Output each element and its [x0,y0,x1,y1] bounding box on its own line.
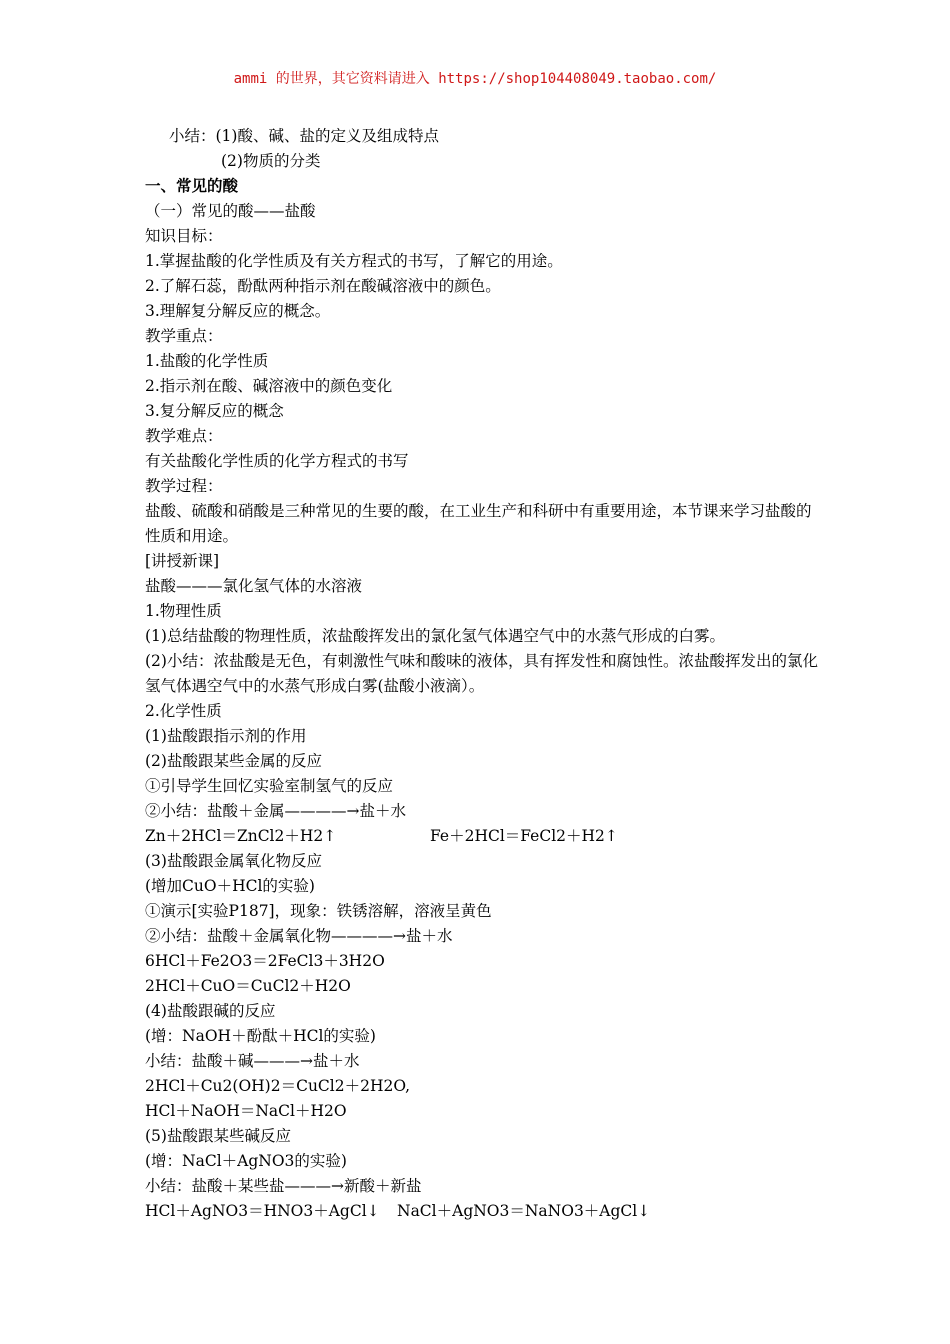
new-lesson-tag: [讲授新课] [145,552,220,570]
knowledge-goals-label: 知识目标： [145,227,223,245]
equation: 2HCl＋Cu2(OH)2＝CuCl2＋2H2O, [145,1077,411,1095]
equation: HCl＋AgNO3＝HNO3＋AgCl↓ [145,1202,380,1220]
chem-item: (5)盐酸跟某些碱反应 [145,1127,291,1145]
intro-paragraph: 盐酸、硫酸和硝酸是三种常见的生要的酸，在工业生产和科研中有重要用途，本节课来学习盐酸的性质和用途。 [145,502,812,545]
equation: Fe＋2HCl＝FeCl2＋H2↑ [430,827,618,845]
equation: 2HCl＋CuO＝CuCl2＋H2O [145,977,351,995]
equation-row-salt [145,1199,825,1224]
physical-properties-heading: 1.物理性质 [145,602,222,620]
chem-summary: 小结：盐酸＋某些盐———→新酸＋新盐 [145,1177,422,1195]
chem-item: (2)盐酸跟某些金属的反应 [145,752,322,770]
physical-property-summary: (2)小结：浓盐酸是无色，有刺激性气味和酸味的液体，具有挥发性和腐蚀性。浓盐酸挥发出的氯化氢气体遇空气中的水蒸气形成白雾(盐酸小液滴）。 [145,652,818,695]
chem-note: (增：NaCl＋AgNO3的实验) [145,1152,347,1170]
chem-note: (增：NaOH＋酚酞＋HCl的实验) [145,1027,376,1045]
equation: NaCl＋AgNO3＝NaNO3＋AgCl↓ [397,1202,651,1220]
key-point-item: 1.盐酸的化学性质 [145,352,269,370]
goal-item: 1.掌握盐酸的化学性质及有关方程式的书写，了解它的用途。 [145,252,563,270]
chem-subitem: ①引导学生回忆实验室制氢气的反应 [145,777,394,795]
chemical-properties-heading: 2.化学性质 [145,702,222,720]
chem-subitem: ①演示[实验P187]，现象：铁锈溶解，溶液呈黄色 [145,902,492,920]
chem-note: (增加CuO＋HCl的实验) [145,877,315,895]
page-header: ammi 的世界，其它资料请进入 https://shop104408049.taobao.com/ [233,71,717,87]
chem-summary: 小结：盐酸＋碱———→盐＋水 [145,1052,360,1070]
process-label: 教学过程： [145,477,223,495]
chem-item: (1)盐酸跟指示剂的作用 [145,727,307,745]
section-heading: 一、常见的酸 [145,177,239,195]
chem-summary: ②小结：盐酸＋金属————→盐＋水 [145,802,406,820]
equation: HCl＋NaOH＝NaCl＋H2O [145,1102,347,1120]
goal-item: 3.理解复分解反应的概念。 [145,302,331,320]
document-body [145,124,825,1224]
subsection-heading: （一）常见的酸——盐酸 [145,202,316,220]
equation-row-metal [145,824,825,849]
key-points-label: 教学重点： [145,327,223,345]
summary-line-1: 小结：(1)酸、碱、盐的定义及组成特点 [169,127,439,145]
difficulty-item: 有关盐酸化学性质的化学方程式的书写 [145,452,409,470]
key-point-item: 3.复分解反应的概念 [145,402,284,420]
hcl-definition: 盐酸———氯化氢气体的水溶液 [145,577,363,595]
equation: Zn＋2HCl＝ZnCl2＋H2↑ [145,827,337,845]
equation: 6HCl＋Fe2O3＝2FeCl3＋3H2O [145,952,385,970]
key-point-item: 2.指示剂在酸、碱溶液中的颜色变化 [145,377,393,395]
physical-property-item: (1)总结盐酸的物理性质，浓盐酸挥发出的氯化氢气体遇空气中的水蒸气形成的白雾。 [145,627,725,645]
chem-summary: ②小结：盐酸＋金属氧化物————→盐＋水 [145,927,453,945]
chem-item: (4)盐酸跟碱的反应 [145,1002,276,1020]
summary-line-2: (2)物质的分类 [221,152,321,170]
goal-item: 2.了解石蕊，酚酞两种指示剂在酸碱溶液中的颜色。 [145,277,501,295]
difficulty-label: 教学难点： [145,427,223,445]
chem-item: (3)盐酸跟金属氧化物反应 [145,852,322,870]
